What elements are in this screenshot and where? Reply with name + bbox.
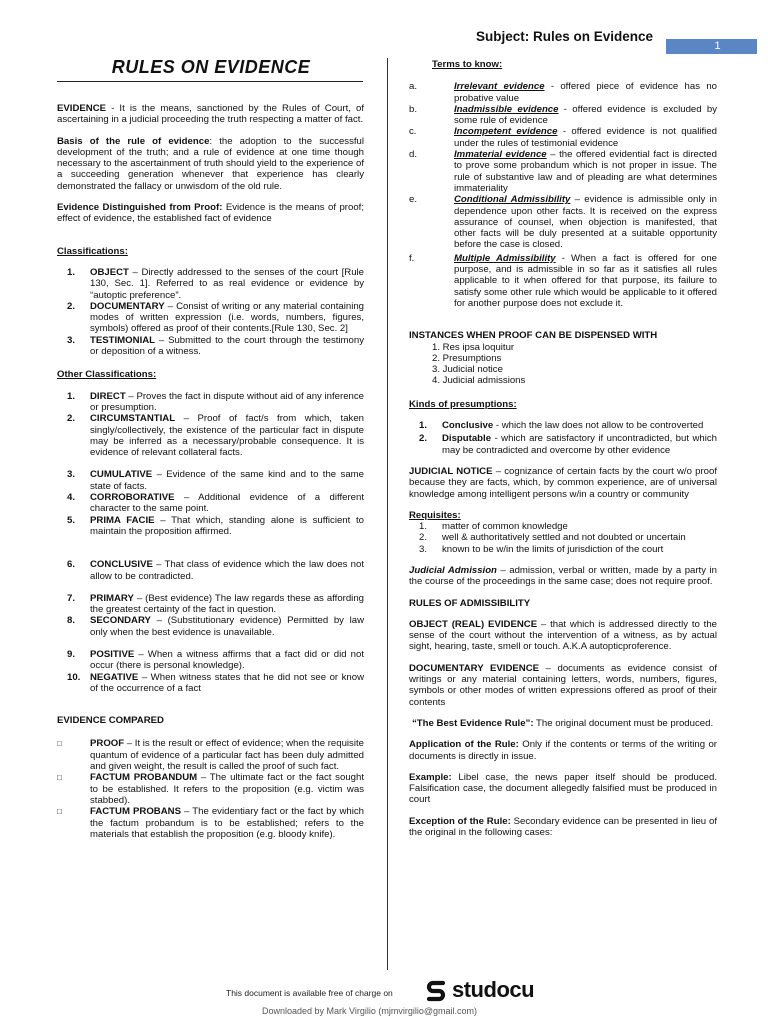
other-classification-item-desc: – Additional evidence of a different character to the same point. bbox=[90, 492, 364, 515]
requisite-number: 1. bbox=[419, 521, 428, 533]
term-item bbox=[409, 253, 717, 309]
other-classification-item-term: CONCLUSIVE bbox=[90, 559, 153, 571]
requisite-number: 3. bbox=[419, 543, 428, 555]
studocu-logo[interactable] bbox=[424, 977, 534, 1003]
compared-term: PROOF bbox=[90, 738, 125, 750]
other-classification-item-number: 1. bbox=[67, 390, 76, 402]
term-text bbox=[454, 149, 717, 194]
classification-item-term: DOCUMENTARY bbox=[90, 300, 165, 312]
term-name: Immaterial evidence bbox=[454, 149, 547, 161]
other-classification-item-desc: – (Best evidence) The law regards these as affording the greatest certainty of the fact in question. bbox=[90, 592, 364, 616]
term-item bbox=[409, 194, 717, 250]
other-classification-item-term: DIRECT bbox=[90, 390, 126, 402]
distinguished-paragraph: Evidence Distinguished from Proof: Evidence is the means of proof; effect of evidence, the established fact of evidence bbox=[57, 202, 364, 225]
classification-item-text bbox=[90, 301, 364, 335]
presumption-item-number: 1. bbox=[419, 420, 428, 432]
compared-item-text bbox=[90, 738, 364, 772]
exception-paragraph: Exception of the Rule: Secondary evidence can be presented in lieu of the original in the following cases: bbox=[409, 815, 717, 839]
term-text bbox=[454, 126, 717, 149]
classification-item bbox=[57, 267, 364, 301]
presumption-item-term: Disputable bbox=[442, 433, 492, 445]
classification-item bbox=[57, 301, 364, 335]
instance-item: 2. Presumptions bbox=[432, 352, 502, 364]
other-classification-item-number: 8. bbox=[67, 615, 76, 627]
compared-term: FACTUM PROBANDUM bbox=[90, 772, 198, 784]
other-classification-item-text bbox=[90, 515, 364, 538]
instance-item: 4. Judicial admissions bbox=[432, 375, 526, 387]
presumption-item-number: 2. bbox=[419, 433, 428, 445]
presumption-item-text bbox=[442, 420, 717, 431]
other-classification-item-number: 5. bbox=[67, 514, 76, 526]
other-classification-item-text bbox=[90, 413, 364, 458]
term-text bbox=[454, 104, 717, 127]
term-letter: a. bbox=[409, 81, 418, 93]
presumption-item-text bbox=[442, 433, 717, 456]
judicial-notice-paragraph: JUDICIAL NOTICE – cognizance of certain facts by the court w/o proof because they are facts, which, by common experience, are of universal knowledge among intelligent persons w/in a country or community bbox=[409, 465, 717, 500]
requisite-item bbox=[409, 521, 717, 532]
document-title: RULES ON EVIDENCE bbox=[111, 57, 311, 77]
other-classification-item-text bbox=[90, 559, 364, 582]
bullet-icon: □ bbox=[57, 739, 62, 749]
other-classification-item bbox=[57, 559, 364, 582]
other-classification-item-text bbox=[90, 593, 364, 616]
other-classification-item bbox=[57, 515, 364, 538]
classification-item-term: OBJECT bbox=[90, 266, 129, 278]
instances-list bbox=[409, 342, 717, 387]
term-letter: f. bbox=[409, 252, 415, 264]
basis-paragraph: Basis of the rule of evidence: the adoption to the successful development of the truth; and a rule of evidence at one time though necessary to the ascertainment of truth should yield to the experience of a succeeding generation whenever that experience has clearly demonstrated the fallacy or unwisdom of the old rule. bbox=[57, 135, 365, 192]
other-classification-item-desc: – When a witness affirms that a fact did or did not occur (there is personal knowledge). bbox=[90, 648, 364, 672]
other-classification-item-number: 4. bbox=[67, 492, 76, 504]
page-number-badge: 1 bbox=[666, 39, 757, 54]
studocu-logo-icon bbox=[424, 978, 448, 1002]
bullet-icon: □ bbox=[57, 807, 62, 817]
other-classification-item bbox=[57, 492, 364, 515]
evidence-compared-list bbox=[57, 738, 364, 840]
documentary-evidence-paragraph: DOCUMENTARY EVIDENCE – documents as evidence consist of writings or any material containing letters, words, numbers, figures, symbols or other modes of written expressions offered as proof of their contents bbox=[409, 662, 718, 708]
other-classification-item bbox=[57, 615, 364, 638]
requisites-list bbox=[409, 521, 717, 555]
other-classification-item-desc: – (Substitutionary evidence) Permitted by law only when the best evidence is unavailable. bbox=[90, 615, 364, 638]
right-column bbox=[409, 59, 717, 838]
application-paragraph: Application of the Rule: Only if the contents or terms of the writing or documents is directly in issue. bbox=[409, 739, 717, 762]
other-classification-item bbox=[57, 391, 364, 414]
presumption-item-term: Conclusive bbox=[442, 420, 494, 432]
requisite-text: well & authoritatively settled and not doubted or uncertain bbox=[442, 532, 686, 544]
presumption-item bbox=[409, 433, 717, 456]
subject-header: Subject: Rules on Evidence bbox=[476, 29, 654, 44]
classification-item bbox=[57, 335, 364, 358]
requisite-item bbox=[409, 544, 717, 555]
example-paragraph: Example: Libel case, the news paper itself should be produced. Falsification case, the document allegedly falsified must be produced in court bbox=[409, 771, 717, 806]
other-classification-item-desc: – Proof of fact/s from which, taken singly/collectively, the existence of the particular fact in dispute may be inferred as a necessary/probable consequence. It is evidence of relevant collateral facts. bbox=[90, 413, 364, 459]
presumptions-heading: Kinds of presumptions: bbox=[409, 398, 517, 410]
other-classification-item-term: PRIMARY bbox=[90, 592, 134, 604]
left-column bbox=[57, 103, 364, 840]
classification-item-number: 3. bbox=[67, 334, 76, 346]
requisite-text: matter of common knowledge bbox=[442, 521, 568, 533]
other-classification-item-desc: – When witness states that he did not see or know of the occurrence of a fact bbox=[90, 671, 364, 694]
other-classification-item-term: PRIMA FACIE bbox=[90, 514, 155, 526]
title-underline bbox=[57, 81, 363, 82]
term-item bbox=[409, 104, 717, 127]
classification-item-term: TESTIMONIAL bbox=[90, 334, 156, 346]
term-text bbox=[454, 194, 717, 250]
presumption-item-desc: - which are satisfactory if uncontradicted, but which may be contradicted and overcome by other evidence bbox=[442, 433, 717, 456]
object-evidence-paragraph: OBJECT (REAL) EVIDENCE – that which is addressed directly to the sense of the court without the intervention of a witness, as by actual sight, hearing, taste, smell or touch. A.K.A autopticproference. bbox=[409, 618, 717, 653]
admissibility-heading: RULES OF ADMISSIBILITY bbox=[409, 597, 531, 609]
classifications-heading: Classifications: bbox=[57, 245, 128, 257]
other-classification-item-text bbox=[90, 492, 364, 515]
availability-notice: This document is available free of charge on bbox=[226, 988, 393, 998]
other-classification-item-desc: – Evidence of the same kind and to the same state of facts. bbox=[90, 469, 364, 492]
other-classification-item-text bbox=[90, 391, 364, 414]
compared-item-text bbox=[90, 806, 364, 840]
term-letter: e. bbox=[409, 194, 418, 206]
requisite-number: 2. bbox=[419, 532, 428, 544]
term-letter: c. bbox=[409, 126, 417, 138]
instances-heading: INSTANCES WHEN PROOF CAN BE DISPENSED WITH bbox=[409, 330, 658, 342]
term-name: Inadmissible evidence bbox=[454, 103, 559, 115]
other-classification-item-number: 3. bbox=[67, 469, 76, 481]
term-text bbox=[454, 81, 717, 104]
other-classification-item-term: NEGATIVE bbox=[90, 671, 139, 683]
terms-heading: Terms to know: bbox=[432, 59, 503, 70]
term-name: Incompetent evidence bbox=[454, 126, 558, 138]
other-classification-item-text bbox=[90, 469, 364, 492]
term-desc: - offered piece of evidence has no probative value bbox=[454, 81, 717, 104]
terms-list bbox=[409, 81, 717, 309]
other-classification-item-term: SECONDARY bbox=[90, 615, 151, 627]
other-classification-item bbox=[57, 672, 364, 695]
term-letter: b. bbox=[409, 103, 418, 115]
term-name: Conditional Admissibility bbox=[454, 194, 571, 206]
compared-item bbox=[57, 738, 364, 772]
other-classification-item-term: CUMULATIVE bbox=[90, 469, 153, 481]
term-name: Irrelevant evidence bbox=[454, 81, 545, 93]
requisites-heading: Requisites: bbox=[409, 509, 461, 521]
other-classification-item-number: 10. bbox=[67, 671, 81, 683]
best-evidence-paragraph: “The Best Evidence Rule”: The original document must be produced. bbox=[412, 717, 714, 729]
term-item bbox=[409, 126, 717, 149]
other-classification-item bbox=[57, 649, 364, 672]
classification-item-text bbox=[90, 267, 364, 301]
classification-item-number: 2. bbox=[67, 300, 76, 312]
other-classification-item-term: CORROBORATIVE bbox=[90, 492, 175, 504]
judicial-admission-paragraph: Judicial Admission – admission, verbal or written, made by a party in the course of the proceedings in the same case; does not require proof. bbox=[409, 564, 717, 588]
other-classifications-heading: Other Classifications: bbox=[57, 369, 157, 381]
other-classification-item-number: 2. bbox=[67, 413, 76, 425]
compared-desc: – The ultimate fact or the fact sought to be established. It refers to the proposition (e.g. victim was stabbed). bbox=[90, 772, 364, 806]
instance-item: 3. Judicial notice bbox=[432, 364, 503, 376]
term-text bbox=[454, 253, 717, 309]
classification-item-number: 1. bbox=[67, 266, 76, 278]
other-classification-item-term: POSITIVE bbox=[90, 648, 135, 660]
term-desc: - When a fact is offered for one purpose, and is admissible in so far as it satisfies all rules applicable to it when offered for that purpose, its failure to satisfy some other rule which would be applicable to it offered for another purpose does not exclude it. bbox=[454, 252, 717, 309]
classifications-list bbox=[57, 267, 364, 357]
term-name: Multiple Admissibility bbox=[454, 252, 556, 264]
instance-item: 1. Res ipsa loquitur bbox=[432, 341, 515, 353]
classification-item-text bbox=[90, 335, 364, 358]
compared-desc: – The evidentiary fact or the fact by which the factum probandum is to be established; refers to the materials that establish the proposition (e.g. bloody knife). bbox=[90, 806, 364, 840]
other-classification-item bbox=[57, 593, 364, 616]
other-classification-item-desc: – Proves the fact in dispute without aid of any inference or presumption. bbox=[90, 390, 364, 413]
evidence-definition: EVIDENCE - It is the means, sanctioned by the Rules of Court, of ascertaining in a judicial proceeding the truth respecting a matter of fact. bbox=[57, 103, 364, 126]
column-divider bbox=[387, 58, 388, 970]
presumption-item-desc: - which the law does not allow to be controverted bbox=[493, 420, 704, 432]
term-item bbox=[409, 149, 717, 194]
requisite-text: known to be w/in the limits of jurisdiction of the court bbox=[442, 543, 664, 555]
bullet-icon: □ bbox=[57, 773, 62, 783]
other-classification-item-term: CIRCUMSTANTIAL bbox=[90, 413, 176, 425]
classification-item-desc: – Directly addressed to the senses of the court [Rule 130, Sec. 1]. Referred to as real evidence or evidence by “autoptic preference”. bbox=[90, 266, 364, 301]
term-letter: d. bbox=[409, 149, 418, 161]
downloaded-by: Downloaded by Mark Virgilio (mjmvirgilio@gmail.com) bbox=[262, 1006, 478, 1016]
evidence-compared-heading: EVIDENCE COMPARED bbox=[57, 715, 164, 727]
presumption-item bbox=[409, 420, 717, 431]
studocu-brand: studocu bbox=[452, 977, 535, 1002]
other-classification-item bbox=[57, 413, 364, 458]
compared-item-text bbox=[90, 772, 364, 806]
other-classifications-list bbox=[57, 391, 364, 695]
other-classification-item-number: 9. bbox=[67, 648, 76, 660]
term-desc: - offered evidence is excluded by some rule of evidence bbox=[454, 103, 717, 127]
term-desc: – evidence is admissible only in dependence upon other facts. It is received on the express assurance of counsel, when objection is manifested, that other facts will be duly presented at a suitable opportunity before the case is closed. bbox=[454, 194, 717, 251]
classification-item-desc: – Consist of writing or any material containing modes of written expression (i.e. words, numbers, figures, symbols) offered as proof of their contents.[Rule 130, Sec. 2] bbox=[90, 300, 364, 335]
term-desc: – the offered evidential fact is directed to prove some probandum which is not proper in issue. The rule of substantive law and of pleading are what determines immateriality bbox=[454, 149, 717, 194]
requisite-item bbox=[409, 532, 717, 543]
term-item bbox=[409, 81, 717, 104]
other-classification-item-text bbox=[90, 649, 364, 672]
compared-term: FACTUM PROBANS bbox=[90, 806, 181, 818]
other-classification-item-number: 7. bbox=[67, 592, 76, 604]
presumptions-list bbox=[409, 420, 717, 456]
compared-item bbox=[57, 806, 364, 840]
other-classification-item-desc: – That class of evidence which the law does not allow to be contradicted. bbox=[90, 559, 364, 582]
other-classification-item-text bbox=[90, 615, 364, 638]
other-classification-item-number: 6. bbox=[67, 559, 76, 571]
term-desc: - offered evidence is not qualified under the rules of testimonial evidence bbox=[454, 126, 717, 149]
classification-item-desc: – Submitted to the court through the testimony or deposition of a witness. bbox=[90, 334, 364, 358]
other-classification-item-desc: – That which, standing alone is sufficient to maintain the proposition affirmed. bbox=[90, 514, 364, 537]
compared-desc: – It is the result or effect of evidence; when the requisite quantum of evidence of a particular fact has been duly admitted and given weight, the result is called the proof of such fact. bbox=[90, 738, 364, 773]
other-classification-item bbox=[57, 469, 364, 492]
other-classification-item-text bbox=[90, 672, 364, 695]
compared-item bbox=[57, 772, 364, 806]
